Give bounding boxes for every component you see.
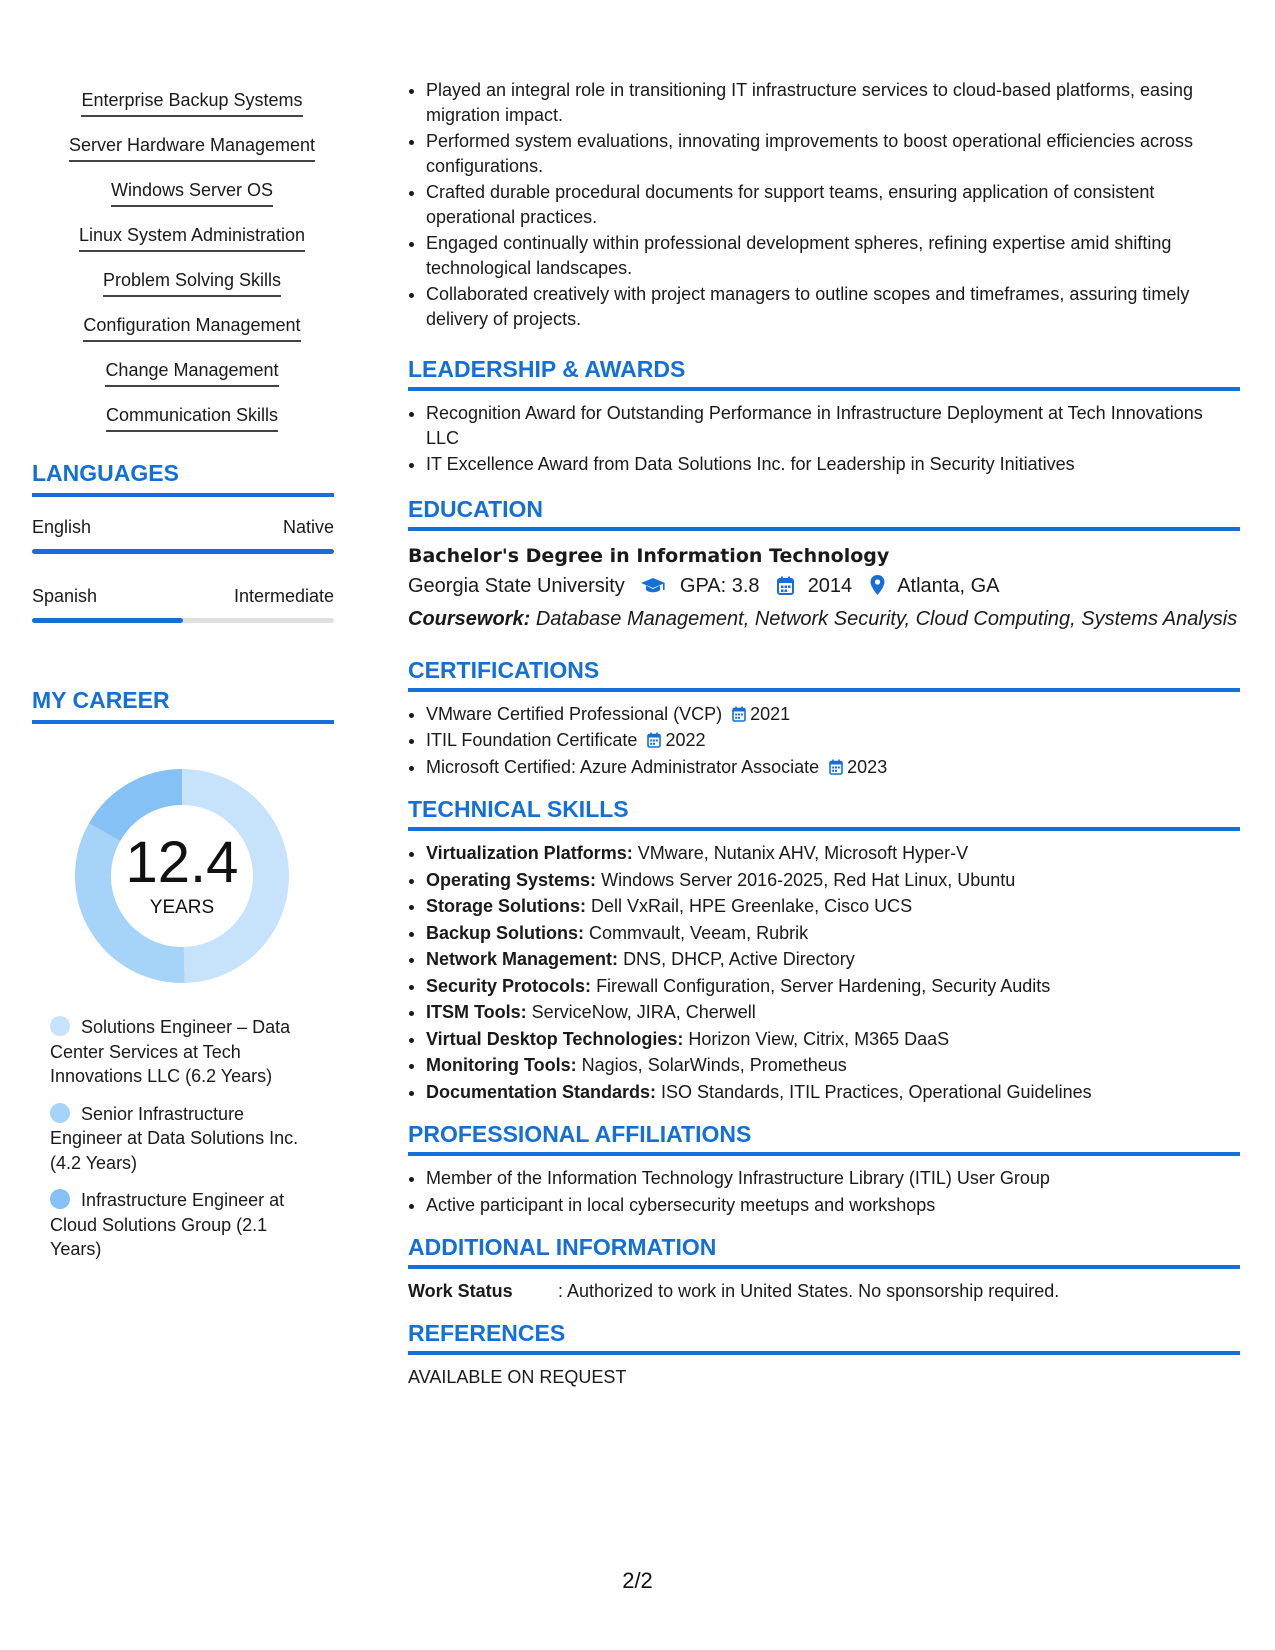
career-donut-chart [67,761,297,991]
education-section [408,495,1240,634]
work-status-value: : Authorized to work in United States. No sponsorship required. [558,1281,1060,1301]
location-pin-icon [870,574,885,604]
language-level: Native [282,517,334,537]
location: Atlanta, GA [897,574,1000,597]
graduation-year: 2014 [807,574,853,597]
list-item: • Storage Solutions: Dell VxRail, HPE Greenlake, Cisco UCS [426,894,1240,919]
graduation-cap-icon [640,574,666,604]
skill-item: Change Management [32,350,352,395]
career-total-years: 12.4 [125,830,239,895]
list-item: • VMware Certified Professional (VCP) 2021 [426,702,1240,727]
list-item: • Member of the Information Technology Infrastructure Library (ITIL) User Group [426,1166,1240,1191]
language-spanish [32,584,334,623]
languages-section [32,458,334,623]
section-heading: REFERENCES [408,1319,1240,1355]
skill-item: Enterprise Backup Systems [32,80,352,125]
career-total-unit: YEARS [149,897,215,918]
language-name: English [32,517,92,537]
list-item: • Played an integral role in transitioning IT infrastructure services to cloud-based platforms, easing migration impact. [426,78,1240,127]
skill-item: Communication Skills [32,395,352,440]
right-column [408,78,1240,1390]
list-item: • Microsoft Certified: Azure Administrator Associate 2023 [426,755,1240,780]
calendar-icon [732,704,746,719]
languages-heading: LANGUAGES [32,458,334,497]
experience-bullets [408,78,1240,331]
additional-info-section [408,1233,1240,1303]
language-bar-fill [32,549,334,554]
list-item: • Collaborated creatively with project managers to outline scopes and timeframes, assuring timely delivery of projects. [426,282,1240,331]
page-number: 2/2 [622,1568,653,1593]
gpa: GPA: 3.8 [679,574,760,597]
work-status-label: Work Status [408,1281,513,1301]
section-heading: EDUCATION [408,495,1240,531]
affiliations-section [408,1120,1240,1217]
career-legend [50,1015,320,1275]
list-item: • Engaged continually within professional development spheres, refining expertise amid shifting technological landscapes. [426,231,1240,280]
section-heading: CERTIFICATIONS [408,656,1240,692]
legend-dot [50,1103,70,1123]
career-section [32,685,334,1259]
language-english [32,515,334,554]
list-item: • Performed system evaluations, innovating improvements to boost operational efficiencies across configurations. [426,129,1240,178]
list-item: • Documentation Standards: ISO Standards, ITIL Practices, Operational Guidelines [426,1080,1240,1105]
references-section [408,1319,1240,1390]
career-legend-item: Senior Infrastructure Engineer at Data Solutions Inc. (4.2 Years) [50,1103,299,1173]
list-item: • ITIL Foundation Certificate 2022 [426,728,1240,753]
technical-skills-section [408,795,1240,1104]
leadership-section [408,355,1240,477]
section-heading: PROFESSIONAL AFFILIATIONS [408,1120,1240,1156]
skills-list [32,80,352,440]
career-heading: MY CAREER [32,685,334,724]
skill-item: Server Hardware Management [32,125,352,170]
calendar-icon [777,574,794,604]
school-name: Georgia State University [408,574,625,597]
coursework-label: Coursework: [408,607,531,630]
skill-item: Linux System Administration [32,215,352,260]
list-item: • Virtual Desktop Technologies: Horizon View, Citrix, M365 DaaS [426,1027,1240,1052]
career-legend-item: Infrastructure Engineer at Cloud Solutions Group (2.1 Years) [50,1190,285,1259]
list-item: • Monitoring Tools: Nagios, SolarWinds, Prometheus [426,1053,1240,1078]
language-level: Intermediate [233,586,334,606]
calendar-icon [647,730,661,745]
list-item: • Backup Solutions: Commvault, Veeam, Rubrik [426,921,1240,946]
legend-dot [50,1189,70,1209]
list-item: • IT Excellence Award from Data Solutions Inc. for Leadership in Security Initiatives [426,452,1240,477]
calendar-icon [829,757,843,772]
list-item: • Virtualization Platforms: VMware, Nutanix AHV, Microsoft Hyper-V [426,841,1240,866]
references-text: AVAILABLE ON REQUEST [408,1367,627,1387]
career-legend-item: Solutions Engineer – Data Center Services at Tech Innovations LLC (6.2 Years) [50,1017,291,1086]
skill-item: Problem Solving Skills [32,260,352,305]
skill-item: Windows Server OS [32,170,352,215]
list-item: • ITSM Tools: ServiceNow, JIRA, Cherwell [426,1000,1240,1025]
legend-dot [50,1016,70,1036]
language-name: Spanish [32,586,98,606]
skill-item: Configuration Management [32,305,352,350]
section-heading: TECHNICAL SKILLS [408,795,1240,831]
list-item: • Security Protocols: Firewall Configuration, Server Hardening, Security Audits [426,974,1240,999]
language-bar-fill [32,618,183,623]
education-details [408,571,1240,604]
degree-title: Bachelor's Degree in Information Technology [408,544,890,567]
section-heading: LEADERSHIP & AWARDS [408,355,1240,391]
coursework [408,604,1240,634]
certifications-section [408,656,1240,780]
list-item: • Active participant in local cybersecurity meetups and workshops [426,1193,1240,1218]
list-item: • Crafted durable procedural documents for support teams, ensuring application of consistent operational practices. [426,180,1240,229]
left-column [32,80,352,1259]
coursework-text: Database Management, Network Security, Cloud Computing, Systems Analysis [535,607,1238,630]
language-bar [32,618,334,623]
list-item: • Operating Systems: Windows Server 2016-2025, Red Hat Linux, Ubuntu [426,868,1240,893]
section-heading: ADDITIONAL INFORMATION [408,1233,1240,1269]
list-item: • Recognition Award for Outstanding Performance in Infrastructure Deployment at Tech Innovations LLC [426,401,1240,450]
language-bar [32,549,334,554]
list-item: • Network Management: DNS, DHCP, Active Directory [426,947,1240,972]
